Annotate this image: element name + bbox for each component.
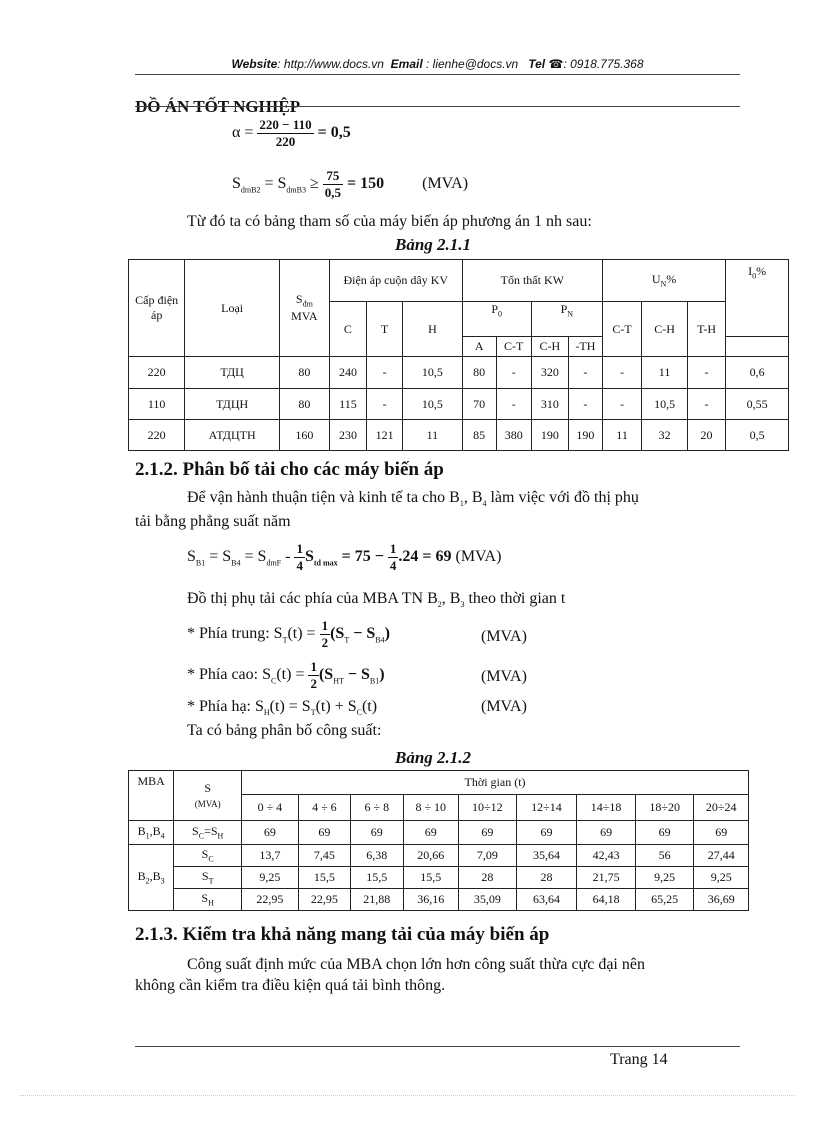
th-dien-ap: Điện áp cuộn dây KV [329, 260, 462, 302]
table-transformer-params [128, 259, 789, 451]
th-cap-dien-ap: Cấp điện áp [129, 260, 185, 357]
section-212-title: 2.1.2. Phân bố tải cho các máy biến áp [135, 459, 444, 480]
paragraph-212-3: Ta có bảng phân bố công suất: [187, 722, 382, 739]
unit-cao: (MVA) [481, 668, 527, 685]
equation-cao: * Phía cao: $S_C(t)$ = $\frac{1}{2}$ $(S_{HT} - S_{B1})$ [187, 659, 385, 691]
paragraph-213-1: Công suất định mức của MBA chọn lớn hơn công suất thừa cực đại nên [187, 956, 645, 973]
th-sdm: $S_{đm}$ MVA [279, 260, 329, 357]
email-value: : lienhe@docs.vn [426, 57, 519, 71]
equation-trung: * Phía trung: $S_T(t)$ = $\frac{1}{2}$ $(S_T - S_{B4})$ [187, 618, 390, 650]
table2-caption: Bảng 2.1.2 [395, 748, 472, 767]
equation-ha: * Phía hạ: $S_H(t) = S_T(t) + S_C(t)$ [187, 698, 378, 718]
th-un: $U_N\%$ [602, 260, 725, 302]
unit-trung: (MVA) [481, 628, 527, 645]
th-c: C [329, 302, 366, 357]
email-label: Email [390, 57, 423, 71]
intro-text: Từ đó ta có bảng tham số của máy biến áp phương án 1 nh sau: [187, 213, 592, 230]
table-row: $B_2,B_3$ $S_C$ 13,7 7,45 6,38 20,66 7,09 35,64 42,43 56 27,44 [129, 845, 749, 867]
website-value: : http://www.docs.vn [277, 57, 384, 71]
page-bottom-rule [20, 1095, 796, 1096]
th-pn: $P_N$ [531, 302, 602, 337]
th-mba: MBA [129, 771, 174, 821]
th-th: T-H [687, 302, 725, 357]
th-ct: C-T [602, 302, 641, 357]
th-a-ct: C-T [496, 337, 531, 357]
paragraph-212-1: Để vận hành thuận tiện và kinh tế ta cho $B_1$, $B_4$ làm việc với đồ thị phụ [187, 489, 639, 509]
table-row: 110 ТДЦН 80 115 - 10,5 70 - 310 - - 10,5 - 0,55 [129, 389, 789, 420]
table-row: $S_T$ 9,25 15,5 15,5 15,5 28 28 21,75 9,25 9,25 [129, 867, 749, 889]
equation-alpha: α = $\frac{220 - 110}{220}$ = 0,5 [232, 117, 351, 149]
th-a-th: -TH [568, 337, 602, 357]
tel-label: Tel [528, 57, 546, 71]
table-row: $S_H$ 22,95 22,95 21,88 36,16 35,09 63,64 64,18 65,25 36,69 [129, 889, 749, 911]
table-power-distribution: MBA S (MVA) Thời gian (t) 0 ÷ 4 4 ÷ 6 6 ÷ 8 8 ÷ 10 10÷12 12÷14 14÷18 18÷20 20÷24 $B_1,B_4$ $S_C=S_H$ 69 69 69 69 69 69 69 69 69 $B_2,B_3$ $S_C$ 13,7 7,45 6,38 20,66 7,09 35,64 42,43 56 27,44 $S_T$ 9,25 15,5 15,5 15,5 28 28 21,75 9,25 9,25 $S_H$ 22,95 22,95 21,88 36,16 35,09 63,64 64,18 65,25 36,69 [128, 770, 749, 911]
table1-caption: Bảng 2.1.1 [395, 235, 472, 254]
footer-rule [135, 1046, 740, 1047]
th-p0: $P_0$ [462, 302, 531, 337]
table-row: 220 ТДЦ 80 240 - 10,5 80 - 320 - - 11 - 0,6 [129, 357, 789, 389]
tel-value: : 0918.775.368 [563, 57, 644, 71]
th-io: $I_0\%$ [726, 260, 789, 337]
title-rule [135, 106, 740, 107]
unit-ha: (MVA) [481, 698, 527, 715]
equation-sdm: $S_{dmB2} = S_{dmB3}$ ≥ $\frac{75}{0,5}$ = 150 (MVA) [232, 168, 469, 200]
th-ch: C-H [642, 302, 688, 357]
th-a: A [462, 337, 496, 357]
table-row: 220 АТДЦТН 160 230 121 11 85 380 190 190 11 32 20 0,5 [129, 420, 789, 451]
header-rule [135, 74, 740, 75]
page-header [135, 57, 740, 71]
th-t: T [367, 302, 403, 357]
th-time: Thời gian (t) [242, 771, 749, 795]
paragraph-213-2: không cần kiểm tra điều kiện quá tải bình thông. [135, 977, 446, 994]
th-s: S (MVA) [174, 771, 242, 821]
running-title: ĐỒ ÁN TỐT NGHIỆP [135, 97, 301, 116]
table-row: $B_1,B_4$ $S_C=S_H$ 69 69 69 69 69 69 69 69 69 [129, 821, 749, 845]
section-213-title: 2.1.3. Kiểm tra khả năng mang tải của máy biến áp [135, 924, 550, 945]
paragraph-212-2: Đồ thị phụ tải các phía của MBA TN $B_2$, $B_3$ theo thời gian t [187, 590, 566, 610]
th-loai: Loại [185, 260, 280, 357]
paragraph-212-1b: tải bằng phẳng suất năm [135, 513, 291, 530]
th-a-ch: C-H [531, 337, 568, 357]
th-h: H [403, 302, 463, 357]
equation-sb1: $S_{B1} = S_{B4} = S_{dmF}$ - $\frac{1}{4}$ $S_{td max} = 75$ − $\frac{1}{4}$ .24 = 69 (MVA) [187, 541, 502, 573]
phone-icon: ☎ [548, 57, 564, 71]
website-label: Website [231, 57, 278, 71]
th-ton-that: Tổn thất KW [462, 260, 602, 302]
page-number: Trang 14 [610, 1051, 668, 1068]
